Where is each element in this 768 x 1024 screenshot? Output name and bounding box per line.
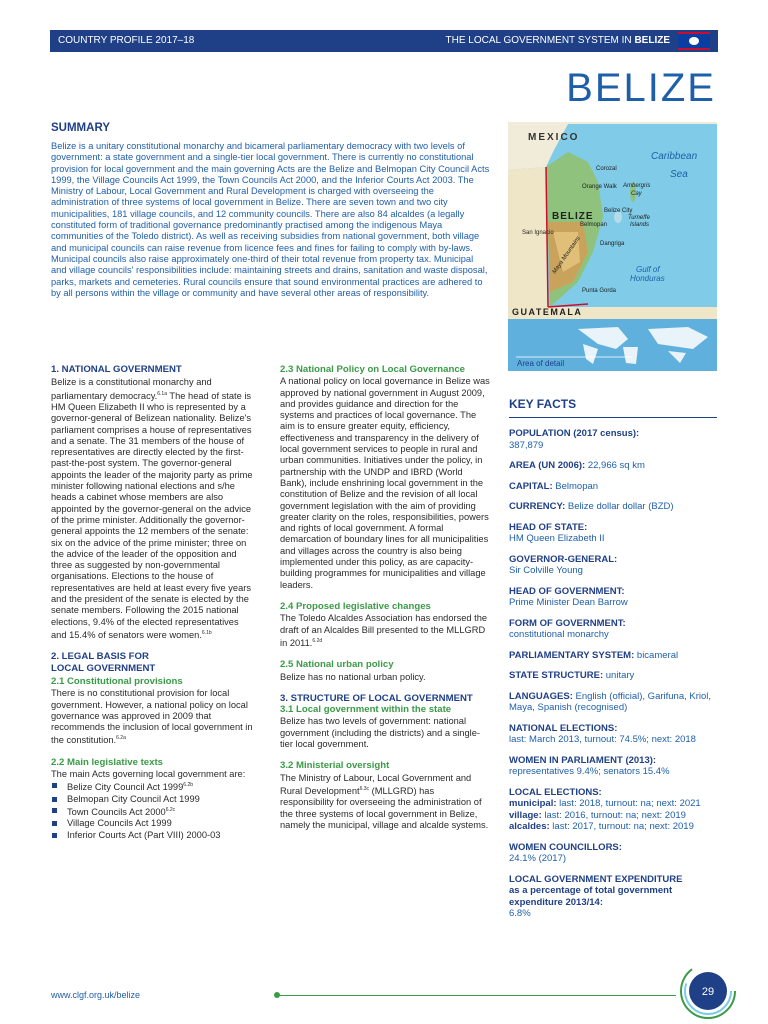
section-national-government-text: Belize is a constitutional monarchy and parliamentary democracy.$^{6.1a}$ The head of state is HM Queen Elizabeth II who is represented by a governor-general of Belizean nationality. Belize's parliament comprises a house of representatives and a senate. The 31 members of the house of representatives are directly elected by the first-past-the-post system. The governor-general appoints the leader of the majority party as prime minister following national elections and s/he heads a cabinet whose members are also appointed by the governor-general on the advice of the prime minister. Additionally the governor-general appoints the 12 members of the senate: six on the advice of the prime minister; three on the advice of the leader of the opposition and three as suggested by non-governmental organisations. Elections to the house of representatives are held at least every five years and the president of the senate is elected by the senate members. Following the 2015 national elections, 9.4% of the elected representatives and 15.4% of senators were women.$^{6.1b}$ [51,377,253,641]
map-label-gulf-1: Gulf of [636,265,660,274]
map-label-maya-mountains: Maya Mountains [551,235,582,276]
fact-area: AREA (UN 2006): 22,966 sq km [509,460,645,471]
world-inset-graphic [508,319,717,371]
map-label-sea: Sea [670,169,688,180]
summary-text: Belize is a unitary constitutional monarchy and bicameral parliamentary democracy with two levels of government: a state government and a single-tier local government. There is currently no constitutional provision for local government and the main governing Acts are the Belize and Belmopan City Council Acts 1999, the Village Councils Act 1999, the Town Councils Act 2000, and the Inferior Courts Act 2003. The Ministry of Labour, Local Government and Rural Development is charged with overseeing the administration of three systems of local government in Belize. There are seven town and two city municipalities, 181 village councils, and 12 community councils. There are also 84 alcaldes (a legally constituted form of traditional governance predominantly practised among the indigenous Maya communities of the Toledo district). As well as receiving subsidies from national government, both village and municipal councils can raise revenue from licence fees and fines for failing to comply with by-laws. Municipal councils also raise approximately one-third of their total revenue from property tax. Municipal and village councils' responsibilities include: maintaining streets and drains, sanitation and waste disposal, parks, markets and cemeteries. Rural councils ensure that sound environmental practices are adhered to by all persons within the village or community and have several other areas of responsibility. [51,141,490,298]
fact-governor-general: GOVERNOR-GENERAL: Sir Colville Young [509,553,618,576]
section-legislative-texts-text: The main Acts governing local government are: [51,769,246,780]
map-label-caribbean: Caribbean [651,151,698,162]
map-label-belmopan: Belmopan [580,222,608,228]
page-number-badge [680,963,736,1019]
acts-list [51,780,256,841]
column-1 [51,364,256,841]
map-label-dangriga: Dangriga [600,241,625,247]
map-label-turneffe-1: Turneffe [628,215,650,221]
list-item: Belize City Council Act $1999^{6.2b}$ [51,780,256,793]
column-2 [280,364,490,841]
section-proposed-changes-title: 2.4 Proposed legislative changes [280,600,431,612]
belize-map-graphic [508,122,717,319]
section-within-state-text: Belize has two levels of government: national government (including the districts) and a single-tier local government. [280,716,480,749]
section-constitutional-text: There is no constitutional provision for local government. However, a national policy on local governance was approved in 2009 that recommends the inclusion of local government in the constitution.$^{6.2a}$ [51,688,253,746]
belize-flag-icon [678,32,710,50]
section-proposed-changes-text: The Toledo Alcaldes Association has endorsed the draft of an Alcaldes Bill presented to the MLLGRD in 2011.$^{6.2d}$ [280,613,488,648]
world-inset-map [508,319,717,371]
list-item: Inferior Courts Act (Part VIII) 2000-03 [51,830,256,841]
map-label-guatemala: GUATEMALA [512,307,583,317]
fact-head-of-state: HEAD OF STATE: HM Queen Elizabeth II [509,521,605,544]
fact-national-elections: NATIONAL ELECTIONS: last: March 2013, turnout: 74.5%; next: 2018 [509,722,696,745]
header-left: COUNTRY PROFILE 2017–18 [58,35,195,46]
map-label-mexico: MEXICO [528,132,580,143]
fact-population: POPULATION (2017 census): 387,879 [509,428,640,451]
map-label-san-ignacio: San Ignacio [522,230,554,236]
map-label-ambergris-2: Cay [631,191,642,197]
section-national-government-title: 1. NATIONAL GOVERNMENT [51,364,182,375]
fact-head-of-government: HEAD OF GOVERNMENT: Prime Minister Dean Barrow [509,585,628,608]
page-header [50,30,718,52]
section-urban-policy-title: 2.5 National urban policy [280,659,394,671]
section-constitutional-title: 2.1 Constitutional provisions [51,675,183,687]
fact-languages: LANGUAGES: English (official), Garifuna, Kriol, Maya, Spanish (recognised) [509,690,712,713]
section-within-state-title: 3.1 Local government within the state [280,704,452,716]
map-label-turneffe-2: Islands [630,222,650,228]
page-number: 29 [701,986,715,998]
header-right: THE LOCAL GOVERNMENT SYSTEM IN BELIZE [445,35,670,46]
key-facts-title: KEY FACTS [509,397,577,411]
country-title: BELIZE [566,66,716,110]
map-label-corozal: Corozal [596,166,617,172]
fact-women-in-parliament: WOMEN IN PARLIAMENT (2013): representatives 9.4%; senators 15.4% [509,754,670,777]
fact-state-structure: STATE STRUCTURE: unitary [509,670,635,681]
map-label-orange-walk: Orange Walk [582,184,617,190]
belize-map [508,122,717,319]
list-item: Belmopan City Council Act 1999 [51,794,256,805]
fact-form-of-government: FORM OF GOVERNMENT: constitutional monarchy [509,617,626,640]
section-urban-policy-text: Belize has no national urban policy. [280,671,426,682]
map-label-gulf-2: Honduras [630,274,665,283]
list-item: Village Councils Act 1999 [51,818,256,829]
section-ministerial-text: The Ministry of Labour, Local Government and Rural Development$^{6.3c}$ (MLLGRD) has responsibility for overseeing the administration of the three systems of local government in Belize, namely the municipal, village and alcalde systems. [280,772,489,830]
fact-parliamentary-system: PARLIAMENTARY SYSTEM: bicameral [509,649,679,661]
fact-currency: CURRENCY: Belize dollar dollar (BZD) [509,501,674,512]
list-item: Town Councils Act $2000^{6.2c}$ [51,805,256,818]
footer-divider [276,995,676,996]
map-label-punta-gorda: Punta Gorda [582,288,617,294]
section-structure-title: 3. STRUCTURE OF LOCAL GOVERNMENT [280,692,473,704]
area-of-detail-label: Area of detail [517,359,565,368]
fact-local-elections: LOCAL ELECTIONS: municipal: last: 2018, turnout: na; next: 2021 village: last: 2016, turnout: na; next: 2019 alcaldes: last: 2017, turnout: na; next: 2019 [509,786,701,832]
map-label-belize-city: Belize City [604,208,633,214]
map-label-belize: BELIZE [552,211,594,222]
section-legislative-texts-title: 2.2 Main legislative texts [51,756,163,768]
section-legal-basis-title-b: LOCAL GOVERNMENT [51,662,156,674]
section-legal-basis-title-a: 2. LEGAL BASIS FOR [51,651,149,663]
footer-url[interactable]: www.clgf.org.uk/belize [51,990,141,1000]
section-policy-title: 2.3 National Policy on Local Governance [280,364,466,375]
fact-women-councillors: WOMEN COUNCILLORS: 24.1% (2017) [509,841,622,864]
section-policy-text: A national policy on local governance in Belize was approved by national government in August 2009, and provides guidance and direction for the systems and practices of local governance. The aim is to ensure greater equity, efficiency, effectiveness and transparency in the delivery of local government services to people in rural and urban communities. Initiatives under the policy, in partnership with the UNDP and IBRD (World Bank), include enshrining local government in the constitution of Belize and the revision of all local government legislation with the aim of providing greater clarity on the roles, responsibilities, powers and rights of local government. A formal demarcation of boundary lines for all municipalities and villages across the country is also being implemented under this policy, as are capacity-building programmes for municipalities and village leaders. [280,376,490,590]
map-label-ambergris-1: Ambergris [623,183,651,189]
fact-capital: CAPITAL: Belmopan [509,480,599,492]
section-ministerial-title: 3.2 Ministerial oversight [280,760,390,772]
fact-expenditure: LOCAL GOVERNMENT EXPENDITURE as a percentage of total government expenditure 2013/14: 6.8% [509,873,683,919]
key-facts-panel [509,397,717,929]
summary-title: SUMMARY [51,122,110,134]
